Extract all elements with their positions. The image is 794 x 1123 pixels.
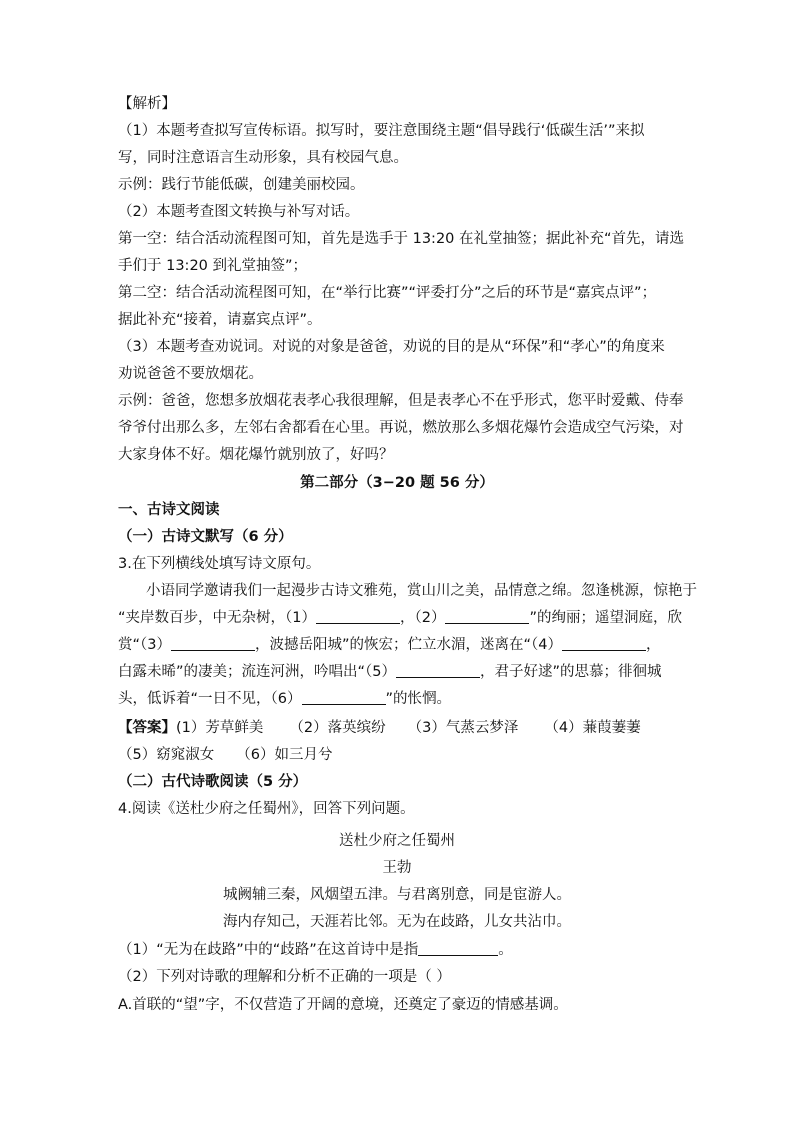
- answer-blank-1[interactable]: [316, 609, 400, 624]
- passage-text: ，波撼岳阳城”的恢宏；伫立水湄，迷离在“（4）: [255, 637, 562, 653]
- answer-1: (1）芳草鲜美: [176, 720, 264, 736]
- answer-5: （5）窈窕淑女: [118, 747, 215, 763]
- question-text: （1）“无为在歧路”中的“歧路”在这首诗中是指: [118, 942, 419, 958]
- option-a: A.首联的“望”字，不仅营造了开阔的意境，还奠定了豪迈的情感基调。: [118, 997, 568, 1013]
- answer-blank-2[interactable]: [445, 609, 529, 624]
- answer-6: （6）如三月兮: [236, 747, 333, 763]
- passage-line4: [118, 662, 662, 682]
- poem-line1: 城阙辅三秦，风烟望五津。与君离别意，同是宦游人。: [223, 887, 571, 903]
- analysis-q2-blank1-line1: 第一空：结合活动流程图可知，首先是选手于 13:20 在礼堂抽签；据此补充“首先，请选: [118, 231, 685, 247]
- analysis-q1-line2: 写，同时注意语言生动形象，具有校园气息。: [118, 150, 408, 166]
- answer-line1: [118, 718, 641, 738]
- answer-blank-5[interactable]: [396, 663, 480, 678]
- poem-line2: 海内存知己，天涯若比邻。无为在歧路，儿女共沾巾。: [223, 914, 571, 930]
- question-4-2: （2）下列对诗歌的理解和分析不正确的一项是（ ）: [118, 969, 451, 985]
- part2-title: 第二部分（3−20 题 56 分）: [300, 475, 494, 491]
- passage-text: “夹岸数百步，中无杂树，（1）: [118, 610, 316, 626]
- answer-blank-q4-1[interactable]: [418, 941, 498, 956]
- analysis-heading: 【解析】: [118, 96, 176, 112]
- answer-3: （3）气蒸云梦泽: [407, 720, 519, 736]
- answer-blank-3[interactable]: [171, 636, 255, 651]
- analysis-q3-example-line2: 爷爷付出那么多，左邻右舍都看在心里。再说，燃放那么多烟花爆竹会造成空气污染，对: [118, 420, 684, 436]
- analysis-q3-line2: 劝说爸爸不要放烟花。: [118, 366, 263, 382]
- passage-text: ，君子好逑”的思慕；徘徊城: [480, 664, 662, 680]
- analysis-q3-example-line3: 大家身体不好。烟花爆竹就别放了，好吗？: [118, 447, 394, 463]
- answer-label: 【答案】: [118, 720, 176, 736]
- poem-author: 王勃: [382, 860, 412, 876]
- question-4-prompt: 4.阅读《送杜少府之任蜀州》，回答下列问题。: [118, 801, 415, 817]
- analysis-q3-line1: （3）本题考查劝说词。对说的对象是爸爸，劝说的目的是从“环保”和“孝心”的角度来: [118, 339, 665, 355]
- passage-line3: [118, 635, 661, 655]
- passage-line2: [118, 608, 682, 628]
- passage-text: 赏“（3）: [118, 637, 171, 653]
- passage-text: ，: [646, 637, 661, 653]
- passage-text: ”的怅惘。: [385, 691, 452, 707]
- answer-blank-4[interactable]: [562, 636, 646, 651]
- question-3-prompt: 3.在下列横线处填写诗文原句。: [118, 556, 321, 572]
- passage-text: 白露未晞”的凄美；流连河洲，吟唱出“（5）: [118, 664, 396, 680]
- analysis-q2-blank2-line2: 据此补充“接着，请嘉宾点评”。: [118, 312, 322, 328]
- question-text: 。: [498, 942, 513, 958]
- analysis-q2-blank2-line1: 第二空：结合活动流程图可知，在“举行比赛”“评委打分”之后的环节是“嘉宾点评”；: [118, 285, 657, 301]
- poem-title: 送杜少府之任蜀州: [339, 833, 455, 849]
- answer-4: （4）蒹葭萋萋: [544, 720, 641, 736]
- answer-line2: [118, 745, 332, 765]
- section-ancient-poetry: 一、古诗文阅读: [118, 502, 220, 518]
- analysis-q1-example: 示例：践行节能低碳，创建美丽校园。: [118, 177, 365, 193]
- subsection-recitation: （一）古诗文默写（6 分）: [118, 529, 293, 545]
- passage-text: 头，低诉着“一日不见，（6）: [118, 691, 302, 707]
- answer-blank-6[interactable]: [302, 690, 386, 705]
- analysis-q2: （2）本题考查图文转换与补写对话。: [118, 204, 360, 220]
- question-4-1: [118, 940, 513, 960]
- passage-text: ，（2）: [400, 610, 446, 626]
- passage-line5: [118, 689, 451, 709]
- analysis-q1-line1: （1）本题考查拟写宣传标语。拟写时，要注意围绕主题“倡导践行‘低碳生活’”来拟: [118, 123, 645, 139]
- subsection-poetry-reading: （二）古代诗歌阅读（5 分）: [118, 774, 308, 790]
- analysis-q3-example-line1: 示例：爸爸，您想多放烟花表孝心我很理解，但是表孝心不在乎形式，您平时爱戴、侍奉: [118, 393, 684, 409]
- answer-2: （2）落英缤纷: [289, 720, 386, 736]
- passage-line1: 小语同学邀请我们一起漫步古诗文雅苑，赏山川之美，品情意之绵。忽逢桃源，惊艳于: [146, 583, 697, 599]
- analysis-q2-blank1-line2: 手们于 13:20 到礼堂抽签”；: [118, 258, 308, 274]
- passage-text: ”的绚丽；遥望洞庭，欣: [529, 610, 682, 626]
